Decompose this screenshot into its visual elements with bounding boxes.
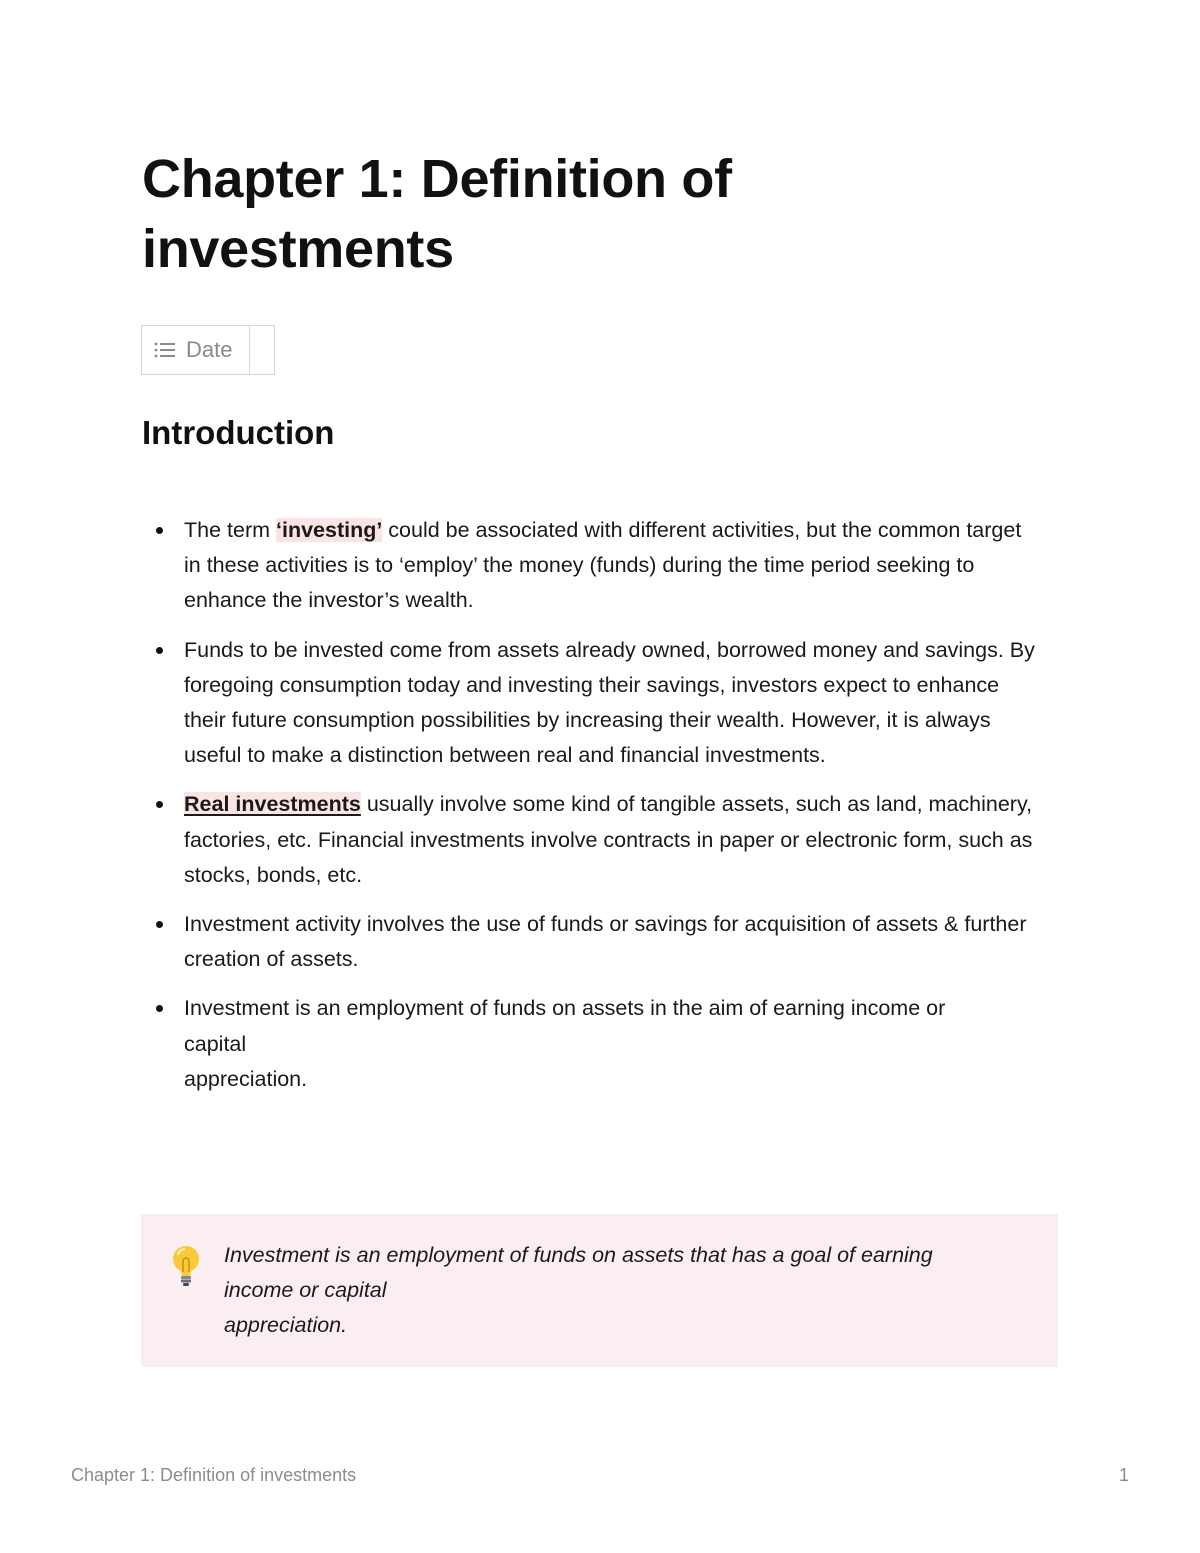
page-title: [142, 144, 1042, 284]
date-property-value[interactable]: [250, 326, 274, 374]
list-icon: [154, 342, 176, 358]
lightbulb-icon: [169, 1244, 205, 1288]
callout-text: [224, 1238, 1024, 1344]
bullet-text: Funds to be invested come from assets already owned, borrowed money and savings. By foregoing consumption today and investing their savings, investors expect to enhance their future consumption possibilities by increasing their wealth. However, it is always useful to make a distinction between real and financial investments.: [184, 637, 1035, 768]
bullet-text-post: could be associated with different activities, but the common target in these activities is to ‘employ’ the money (funds) during the time period seeking to enhance the investor’s wealth.: [184, 518, 1022, 613]
bullet-dot: [156, 921, 163, 928]
bullet-dot: [156, 1005, 163, 1012]
list-item: [142, 513, 1042, 619]
list-item: [142, 633, 1042, 774]
bullet-text: Investment activity involves the use of funds or savings for acquisition of assets & further creation of assets.: [184, 912, 1027, 972]
callout-box: [141, 1214, 1058, 1367]
highlighted-term-investing: ‘investing’: [276, 518, 383, 542]
callout-line-2: income or capital: [224, 1278, 387, 1303]
bullet-dot: [156, 527, 163, 534]
page-title-line-1: Chapter 1: Definition of: [142, 149, 732, 209]
introduction-list: [142, 513, 1042, 1111]
footer-page-number: 1: [1118, 1465, 1129, 1485]
bullet-dot: [156, 801, 163, 808]
list-item: [142, 787, 1042, 893]
highlighted-term-real-investments: Real investments: [184, 792, 361, 817]
list-item: [142, 907, 1042, 977]
bullet-text-pre: The term: [184, 518, 276, 542]
footer-document-title: Chapter 1: Definition of investments: [71, 1465, 357, 1485]
date-property-label: Date: [186, 337, 233, 362]
bullet-dot: [156, 647, 163, 654]
property-table: [141, 325, 275, 375]
bullet-text-line-3: appreciation.: [184, 1066, 308, 1091]
page-title-line-2: investments: [142, 219, 454, 279]
bullet-text-post: usually involve some kind of tangible assets, such as land, machinery, factories, etc. Financial investments involve contracts in paper or electronic form, such as stocks, bonds, etc.: [184, 792, 1033, 887]
introduction-heading: Introduction: [142, 414, 335, 451]
callout-line-3: appreciation.: [224, 1313, 348, 1338]
list-item: [142, 991, 1042, 1097]
bullet-text-line-2: capital: [184, 1031, 247, 1056]
bullet-text-line-1: Investment is an employment of funds on assets in the aim of earning income or: [184, 996, 946, 1021]
callout-line-1: Investment is an employment of funds on assets that has a goal of earning: [224, 1243, 933, 1267]
date-property[interactable]: [142, 326, 250, 374]
